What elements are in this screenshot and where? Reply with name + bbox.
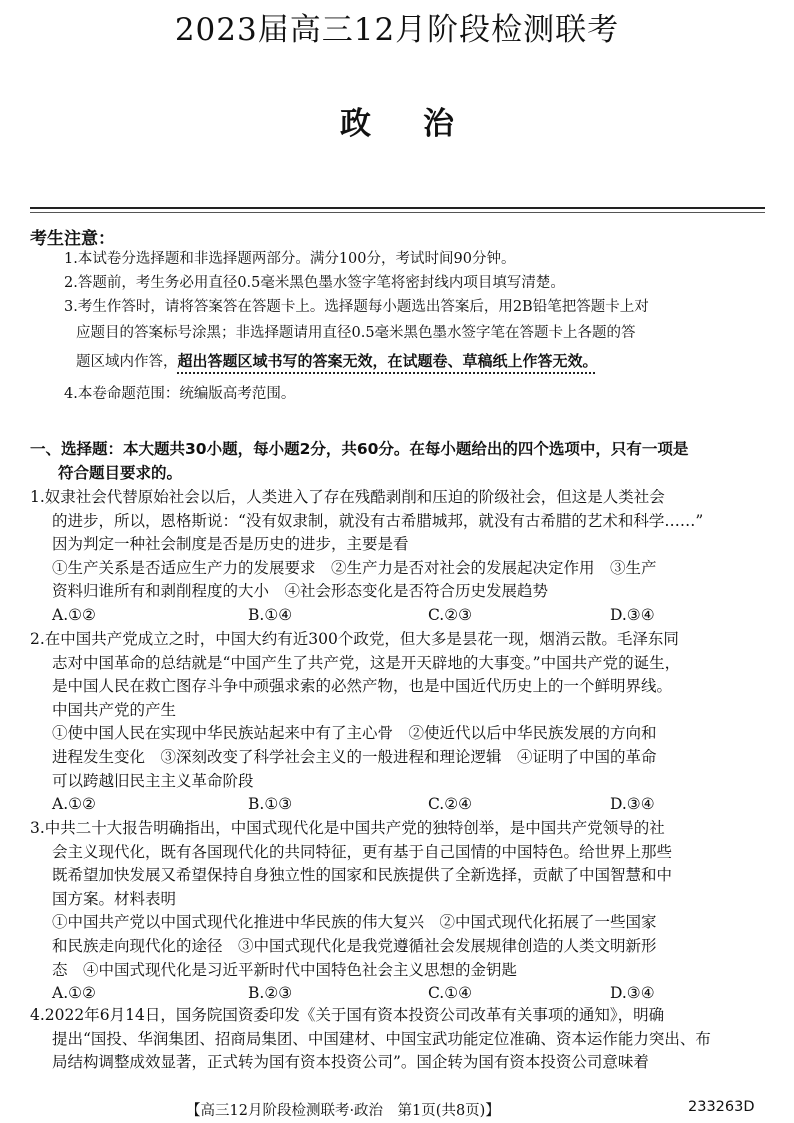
- q3-choice-c: C.①④: [428, 984, 473, 1003]
- q2-line3: 是中国人民在救亡图存斗争中顽强求索的必然产物，也是中国近代历史上的一个鲜明界线。: [52, 677, 673, 696]
- notice-item-2: 2.答题前，考生务必用直径0.5毫米黑色墨水签字笔将密封线内项目填写清楚。: [64, 275, 565, 291]
- q1-choice-b: B.①④: [248, 605, 293, 624]
- q1-line5: 资料归谁所有和剥削程度的大小 ④社会形态变化是否符合历史发展趋势: [52, 582, 549, 601]
- exam-title: 2023届高三12月阶段检测联考: [174, 12, 620, 48]
- q1-choices: [52, 604, 770, 628]
- notice-emphasis: 超出答题区域书写的答案无效，在试题卷、草稿纸上作答无效。: [177, 352, 598, 370]
- divider-thin: [30, 212, 765, 213]
- divider-thick: [30, 207, 765, 209]
- notice-item-3-end-text: 题区域内作答，: [76, 354, 178, 370]
- q3-line2: 会主义现代化，既有各国现代化的共同特征，更有基于自己国情的中国特色。给世界上那些: [52, 842, 673, 861]
- q4-line1: 4.2022年6月14日，国务院国资委印发《关于国有资本投资公司改革有关事项的通知》，明确: [30, 1006, 665, 1024]
- q3-choice-a: A.①②: [52, 984, 96, 1003]
- q1-choice-a: A.①②: [52, 605, 96, 624]
- q2-line6: 进程发生变化 ③深刻改变了科学社会主义的一般进程和理论逻辑 ④证明了中国的革命: [52, 747, 657, 766]
- q1-choice-c: C.②③: [428, 605, 473, 624]
- q3-line6: 和民族走向现代化的途径 ③中国式现代化是我党遵循社会发展规律创造的人类文明新形: [52, 936, 657, 955]
- q2-line7: 可以跨越旧民主主义革命阶段: [52, 771, 254, 790]
- q3-line7: 态 ④中国式现代化是习近平新时代中国特色社会主义思想的金钥匙: [52, 960, 518, 979]
- q3-choices: [52, 982, 770, 1006]
- notice-item-3-cont: 应题目的答案标号涂黑；非选择题请用直径0.5毫米黑色墨水签字笔在答题卡上各题的答: [76, 325, 636, 341]
- notice-heading: 考生注意：: [30, 229, 115, 249]
- subject-title: 政治: [340, 106, 506, 142]
- section-heading-line2: 符合题目要求的。: [58, 464, 183, 482]
- q2-line5: ①使中国人民在实现中华民族站起来中有了主心骨 ②使近代以后中华民族发展的方向和: [52, 724, 657, 743]
- question-3: [30, 817, 770, 1006]
- q2-line4: 中国共产党的产生: [52, 700, 177, 719]
- question-1: [30, 486, 770, 628]
- q2-line2: 志对中国革命的总结就是“中国产生了共产党，这是开天辟地的大事变。”中国共产党的诞生，: [52, 653, 681, 672]
- q1-line3: 因为判定一种社会制度是否是历史的进步，主要是看: [52, 535, 409, 554]
- question-4: [30, 1004, 770, 1075]
- q3-choice-d: D.③④: [610, 984, 655, 1003]
- section-heading: [30, 437, 770, 485]
- q3-line5: ①中国共产党以中国式现代化推进中华民族的伟大复兴 ②中国式现代化拓展了一些国家: [52, 913, 657, 932]
- q4-line3: 局结构调整成效显著，正式转为国有资本投资公司”。国企转为国有资本投资公司意味着: [52, 1053, 649, 1072]
- q2-choice-c: C.②④: [428, 795, 473, 814]
- q3-line3: 既希望加快发展又希望保持自身独立性的国家和民族提供了全新选择，贡献了中国智慧和中: [52, 866, 673, 885]
- q2-choice-a: A.①②: [52, 795, 96, 814]
- section-heading-line1: 一、选择题：本大题共30小题，每小题2分，共60分。在每小题给出的四个选项中，只有一项是: [30, 440, 689, 458]
- q1-line1: 1.奴隶社会代替原始社会以后，人类进入了存在残酷剥削和压迫的阶级社会，但这是人类社会: [30, 488, 665, 506]
- notice-item-4: 4.本卷命题范围：统编版高考范围。: [64, 386, 296, 402]
- q2-line1: 2.在中国共产党成立之时，中国大约有近300个政党，但大多是昙花一现，烟消云散。毛泽东同: [30, 630, 679, 648]
- q4-line2: 提出“国投、华润集团、招商局集团、中国建材、中国宝武功能定位准确、资本运作能力突出、布: [52, 1029, 711, 1048]
- footer-page-info: 【高三12月阶段检测联考·政治 第1页(共8页)】: [186, 1103, 500, 1119]
- footer-exam-code: 233263D: [688, 1099, 755, 1115]
- notice-item-3-end: [76, 350, 781, 374]
- q2-choices: [52, 793, 770, 817]
- q2-choice-b: B.①③: [248, 795, 293, 814]
- notice-item-1: 1.本试卷分选择题和非选择题两部分。满分100分，考试时间90分钟。: [64, 251, 516, 267]
- q1-line4: ①生产关系是否适应生产力的发展要求 ②生产力是否对社会的发展起决定作用 ③生产: [52, 558, 657, 577]
- q3-line4: 国方案。材料表明: [52, 889, 177, 908]
- q1-choice-d: D.③④: [610, 605, 655, 624]
- q2-choice-d: D.③④: [610, 795, 655, 814]
- q3-choice-b: B.②③: [248, 984, 293, 1003]
- q3-line1: 3.中共二十大报告明确指出，中国式现代化是中国共产党的独特创举，是中国共产党领导的社: [30, 819, 665, 837]
- q1-line2: 的进步，所以，恩格斯说：“没有奴隶制，就没有古希腊城邦，就没有古希腊的艺术和科学……”: [52, 511, 704, 530]
- question-2: [30, 628, 770, 817]
- notice-item-3: 3.考生作答时，请将答案答在答题卡上。选择题每小题选出答案后，用2B铅笔把答题卡上对: [64, 299, 649, 315]
